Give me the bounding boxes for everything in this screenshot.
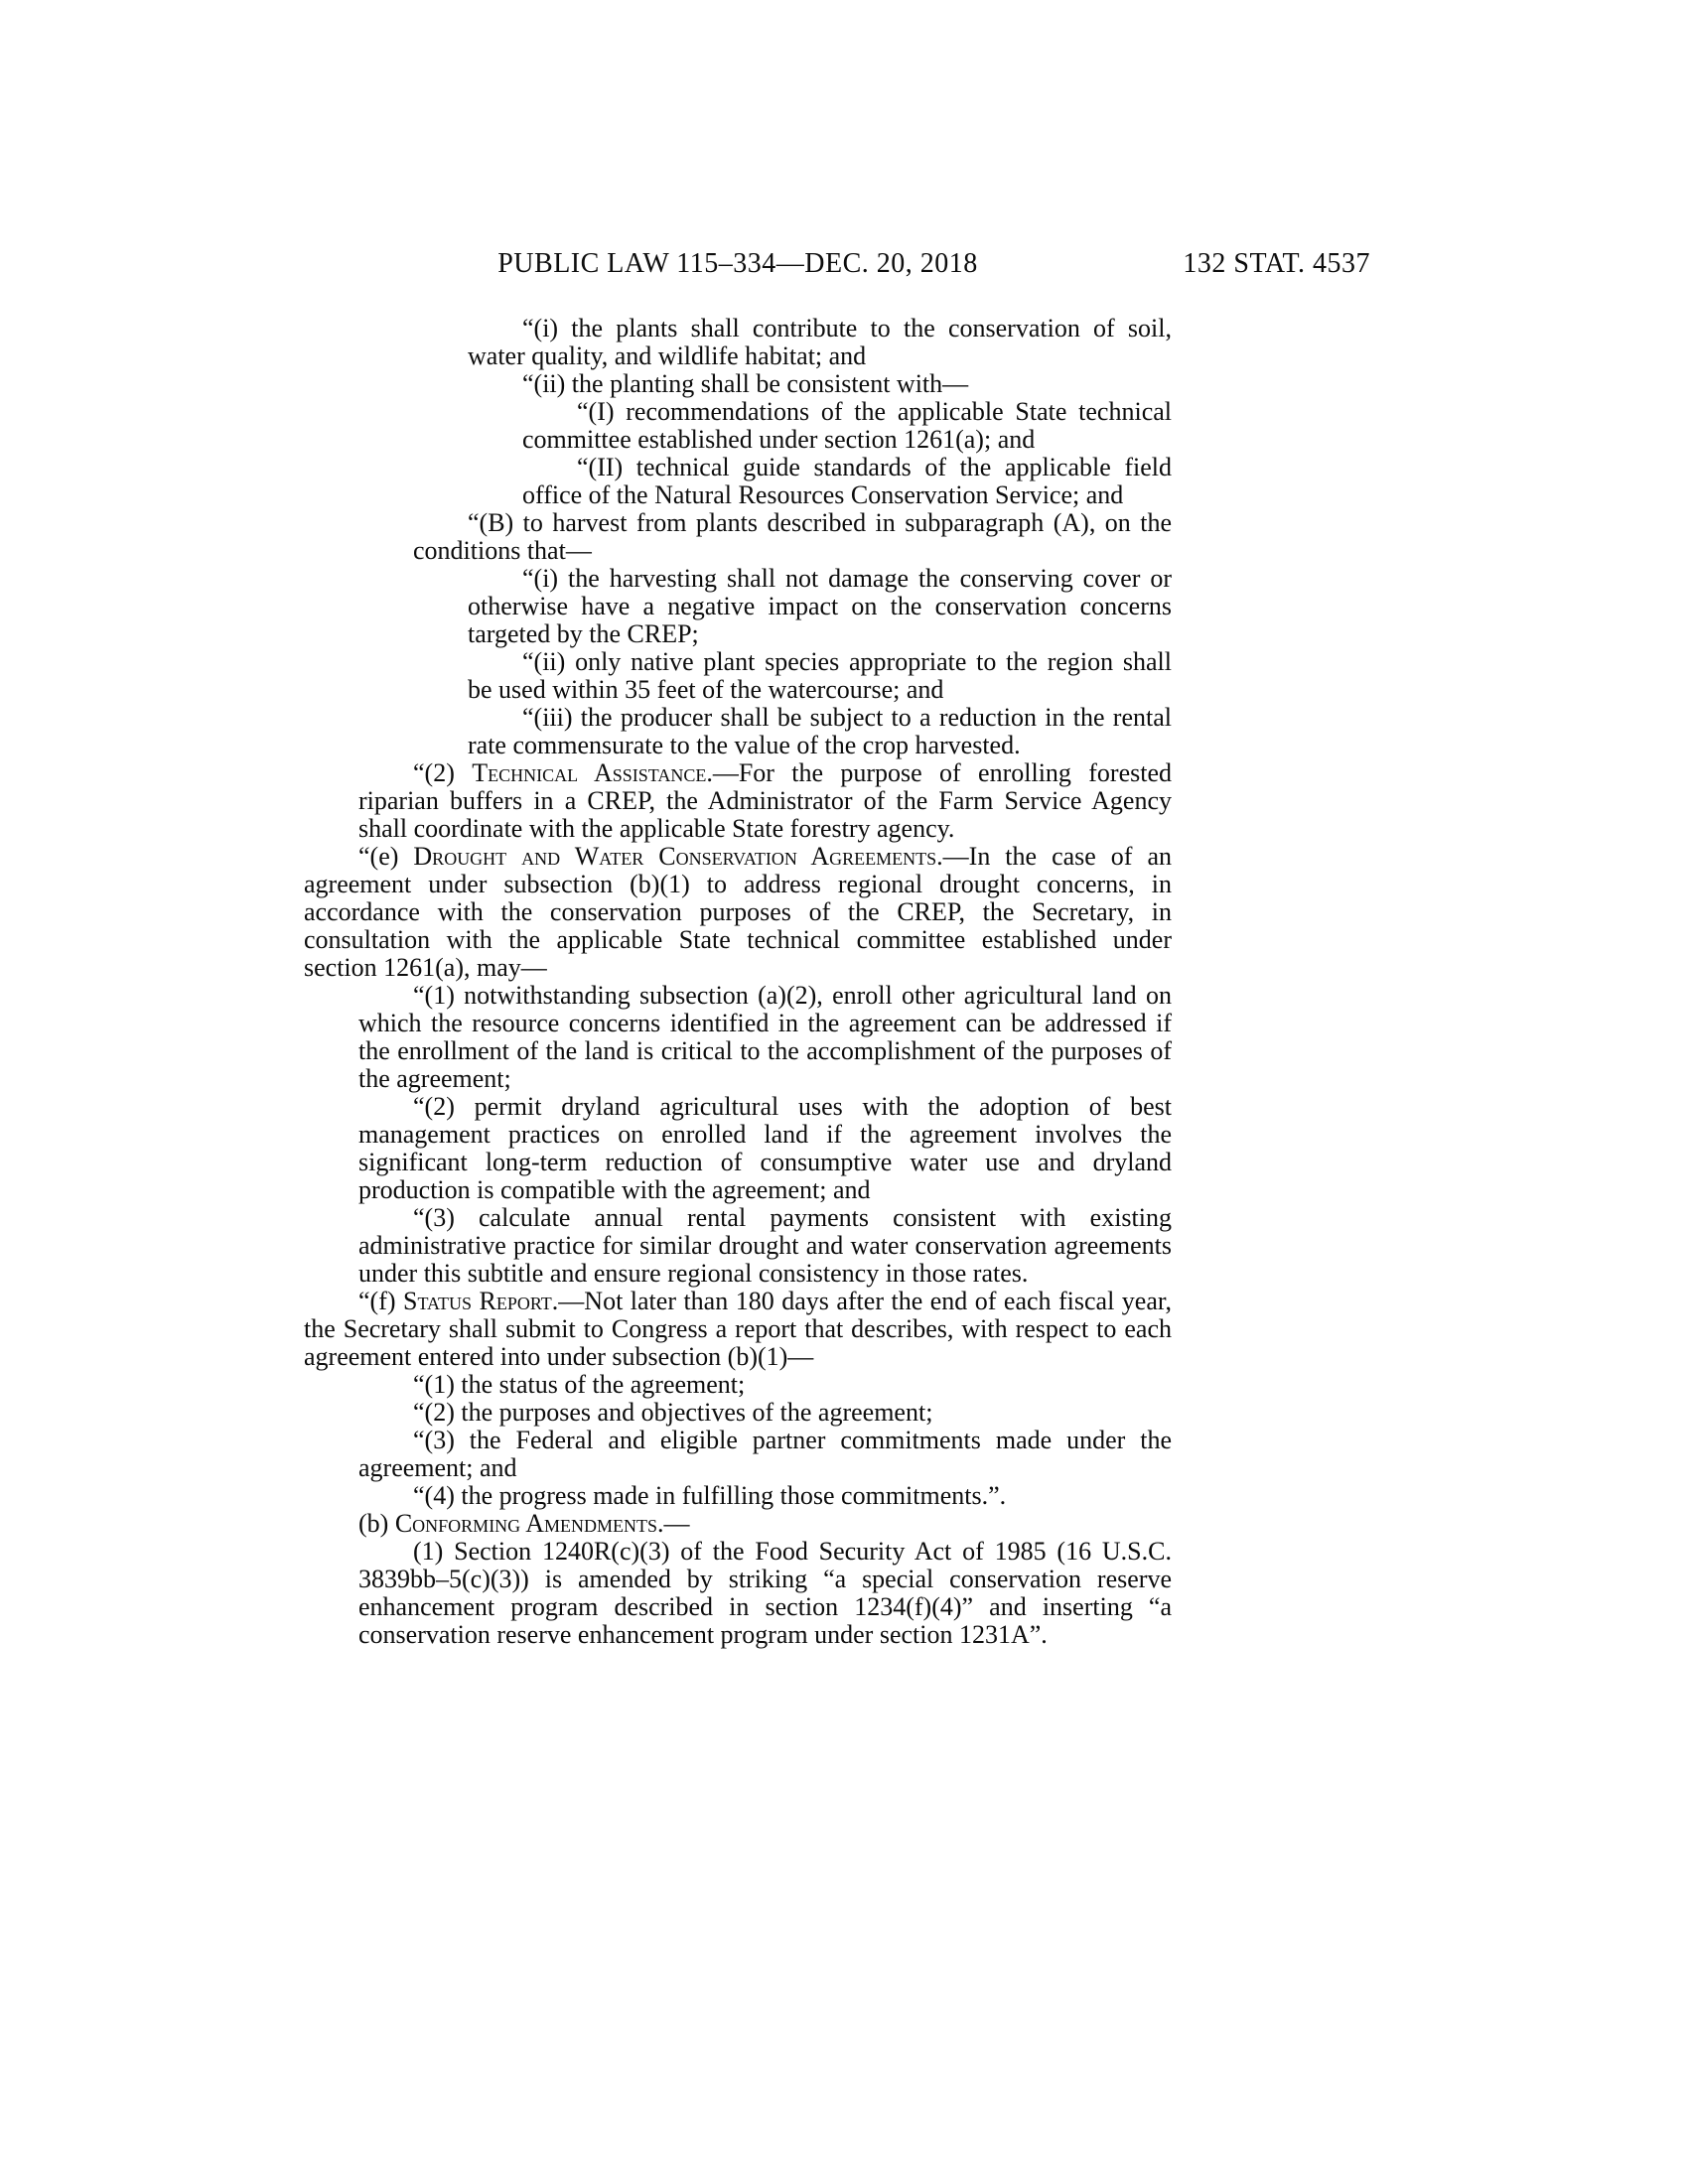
running-head-law-title: PUBLIC LAW 115–334—DEC. 20, 2018 xyxy=(497,248,978,279)
statute-text: “(ii) only native plant species appropriate to the region shall be used within 35 feet of the watercourse; and xyxy=(468,647,1172,704)
statute-text: “(3) calculate annual rental payments consistent with existing administrative practice for similar drought and water conservation agreements under this subtitle and ensure regional consistency in those rates. xyxy=(358,1203,1172,1288)
small-caps-heading: Status Report xyxy=(403,1287,552,1315)
para-i-harvesting xyxy=(468,565,1172,648)
para-i-plants xyxy=(468,315,1172,370)
para-e-drought-water-conservation xyxy=(304,843,1172,982)
para-ii-native-plants xyxy=(468,648,1172,704)
statute-text: “(2) permit dryland agricultural uses with the adoption of best management practices on enrolled land if the agreement involves the significant long-term reduction of consumptive water use and dryland production is compatible with the agreement; and xyxy=(358,1092,1172,1204)
para-ii-planting xyxy=(468,370,1172,398)
para-f3-commitments xyxy=(358,1427,1172,1482)
small-caps-heading: Conforming Amendments xyxy=(394,1509,658,1538)
para-3-rental-payments xyxy=(358,1204,1172,1288)
para-f2-purposes xyxy=(358,1399,1172,1427)
statute-text: “(2) the purposes and objectives of the agreement; xyxy=(413,1398,933,1427)
statute-text: “(3) the Federal and eligible partner commitments made under the agreement; and xyxy=(358,1426,1172,1482)
para-2-technical-assistance xyxy=(358,759,1172,843)
statute-text: “(II) technical guide standards of the applicable field office of the Natural Resources Conservation Service; and xyxy=(522,453,1172,509)
statute-text: “(i) the harvesting shall not damage the conserving cover or otherwise have a negative impact on the conservation concerns targeted by the CREP; xyxy=(468,564,1172,648)
para-b1-section-1240r xyxy=(358,1538,1172,1649)
statute-text: “(f) xyxy=(358,1287,404,1315)
statute-text: (b) xyxy=(358,1509,395,1538)
para-f4-progress xyxy=(358,1482,1172,1510)
statute-text: “(1) notwithstanding subsection (a)(2), enroll other agricultural land on which the resource concerns identified in the agreement can be addressed if the enrollment of the land is critical to the accomplishment of the purposes of the agreement; xyxy=(358,981,1172,1093)
para-II-technical-guide xyxy=(522,454,1172,509)
statute-text: “(B) to harvest from plants described in subparagraph (A), on the conditions that— xyxy=(413,508,1172,565)
running-head-stat-page-number: 132 STAT. 4537 xyxy=(1183,248,1370,279)
statute-text: “(I) recommendations of the applicable State technical committee established under section 1261(a); and xyxy=(522,397,1172,454)
statute-text: (1) Section 1240R(c)(3) of the Food Security Act of 1985 (16 U.S.C. 3839bb–5(c)(3)) is amended by striking “a special conservation reserve enhancement program described in section 1234(f)(4)” and inserting “a conservation reserve enhancement program under section 1231A”. xyxy=(358,1537,1172,1649)
statute-text: “(1) the status of the agreement; xyxy=(413,1370,746,1399)
statute-text-column xyxy=(304,315,1172,1649)
para-1-notwithstanding xyxy=(358,982,1172,1093)
small-caps-heading: Drought and Water Conservation Agreements xyxy=(413,842,937,871)
statute-text: “(iii) the producer shall be subject to a reduction in the rental rate commensurate to the value of the crop harvested. xyxy=(468,703,1172,759)
para-f1-status xyxy=(358,1371,1172,1399)
para-2-dryland xyxy=(358,1093,1172,1204)
statute-text: .— xyxy=(657,1509,690,1538)
para-I-recommendations xyxy=(522,398,1172,454)
small-caps-heading: Technical Assistance xyxy=(472,758,707,787)
statute-text: “(ii) the planting shall be consistent with— xyxy=(522,369,969,398)
statute-text: “(2) xyxy=(413,758,473,787)
para-B-harvest xyxy=(413,509,1172,565)
statute-text: .—For the purpose of enrolling forested riparian buffers in a CREP, the Administrator of the Farm Service Agency shall coordinate with the applicable State forestry agency. xyxy=(358,758,1173,843)
statute-text: “(4) the progress made in fulfilling those commitments.”. xyxy=(413,1481,1007,1510)
statute-text: “(i) the plants shall contribute to the conservation of soil, water quality, and wildlife habitat; and xyxy=(468,314,1172,370)
statute-text: “(e) xyxy=(358,842,414,871)
para-iii-producer-reduction xyxy=(468,704,1172,759)
para-b-conforming-amendments xyxy=(304,1510,1172,1538)
statute-text: .—Not later than 180 days after the end of each fiscal year, the Secretary shall submit to Congress a report that describes, with respect to each agreement entered into under subsection (b)(1)— xyxy=(304,1287,1173,1371)
statute-text: .—In the case of an agreement under subsection (b)(1) to address regional drought concerns, in accordance with the conservation purposes of the CREP, the Secretary, in consultation with the applicable State technical committee established under section 1261(a), may— xyxy=(304,842,1173,982)
para-f-status-report xyxy=(304,1288,1172,1371)
